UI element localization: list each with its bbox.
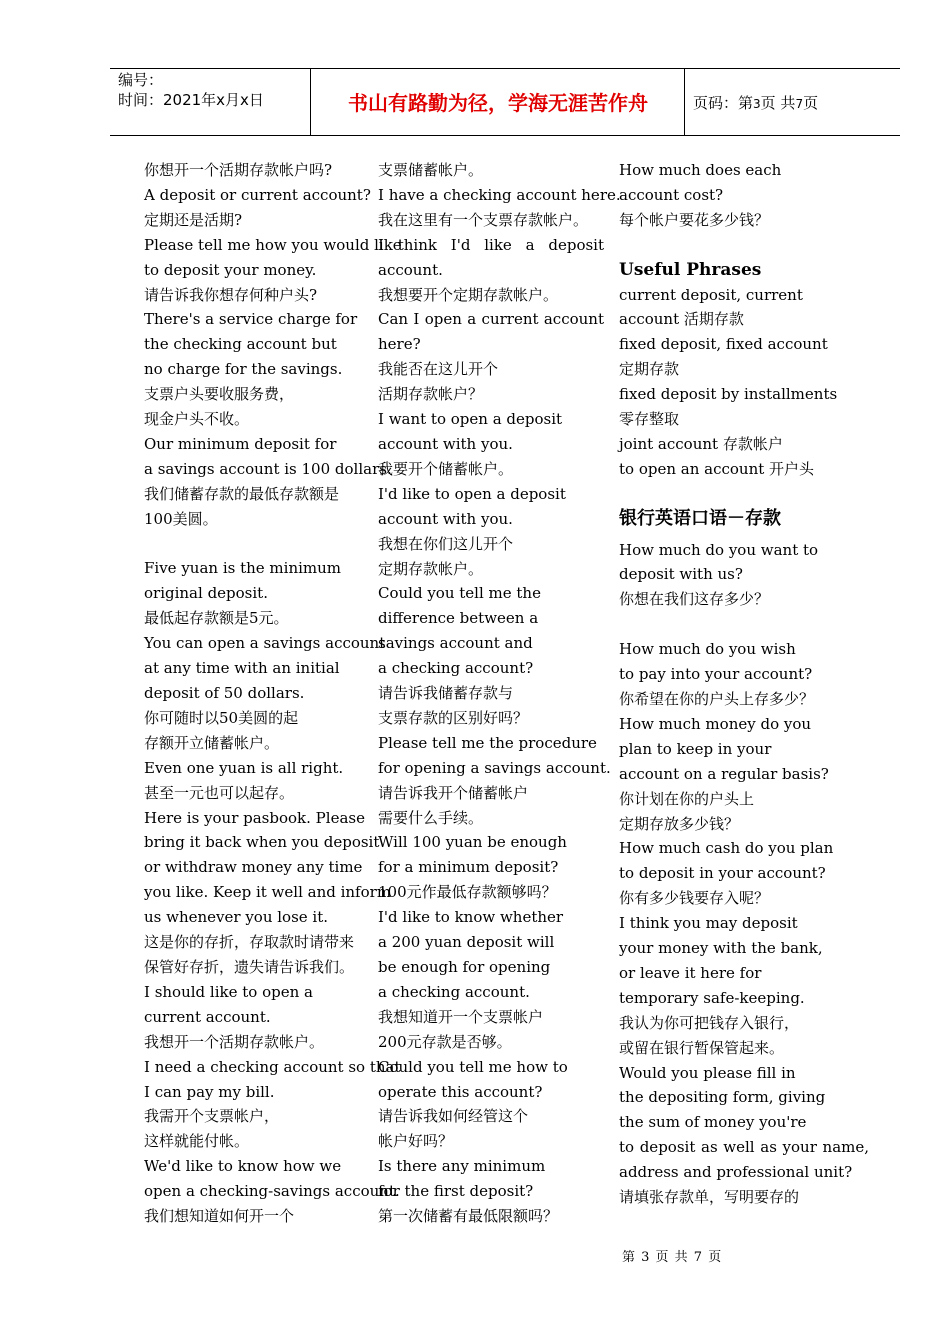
text-line: original deposit.: [144, 584, 268, 603]
text-line: How much do you want to: [619, 540, 819, 559]
text-line: account cost?: [619, 185, 724, 204]
page-footer: 第 3 页 共 7 页: [622, 1250, 723, 1265]
text-line: 活期存款帐户？: [378, 385, 484, 404]
text-line: Could you tell me how to: [378, 1057, 568, 1076]
text-line: [619, 612, 869, 637]
text-line: I have a checking account here.: [378, 185, 621, 204]
text-line: 请填张存款单，写明要存的: [619, 1188, 800, 1207]
text-line: How much does each: [619, 161, 782, 179]
text-line: 现金户头不收。: [144, 410, 250, 429]
text-line: Is there any minimum: [378, 1157, 546, 1176]
text-line: 支票存款的区别好吗？: [378, 708, 529, 727]
text-line: 定期存款: [619, 360, 680, 379]
text-line: 你想在我们这存多少？: [619, 590, 770, 609]
text-line: I'd like to open a deposit: [378, 484, 566, 503]
text-line: We'd like to know how we: [144, 1157, 342, 1176]
text-line: Our minimum deposit for: [144, 434, 337, 453]
text-line: account.: [378, 260, 443, 279]
text-line: How much money do you: [619, 714, 812, 733]
text-line: to open an account 开户头: [619, 459, 815, 478]
text-line: 我想要开个定期存款帐户。: [378, 285, 559, 304]
text-column-2: [378, 158, 621, 1229]
text-line: Even one yuan is all right.: [144, 758, 344, 777]
text-line: 请告诉我你想存何种户头?: [144, 285, 318, 304]
page-total: 7: [795, 97, 804, 111]
text-column-1: [144, 158, 402, 1229]
text-line: 这样就能付帐。: [144, 1132, 250, 1151]
text-line: Please tell me how you would like: [144, 235, 402, 254]
text-line: fixed deposit by installments: [619, 385, 838, 404]
text-line: 我想开一个活期存款帐户。: [144, 1032, 325, 1051]
section-heading: 银行英语口语－存款: [619, 507, 781, 529]
header-motto: 书山有路勤为径，学海无涯苦作舟: [348, 91, 648, 115]
text-line: joint account 存款帐户: [619, 434, 783, 453]
text-line: I'd like to know whether: [378, 908, 564, 927]
text-line: 你可随时以50美圆的起: [144, 708, 299, 727]
text-line: 定期还是活期?: [144, 210, 243, 229]
text-line: a 200 yuan deposit will: [378, 933, 555, 952]
text-line: Five yuan is the minimum: [144, 559, 342, 578]
text-line: no charge for the savings.: [144, 360, 343, 379]
text-line: you like. Keep it well and inform: [144, 883, 392, 902]
text-line: difference between a: [378, 609, 539, 628]
text-line: account with you.: [378, 509, 513, 528]
text-line: Could you tell me the: [378, 584, 541, 603]
column-3-body: [619, 538, 869, 1210]
text-line: the sum of money you're: [619, 1113, 807, 1132]
text-line: [144, 532, 380, 557]
header-bottom-rule: [110, 135, 900, 136]
text-line: 支票户头要收服务费，: [144, 385, 295, 404]
text-line: I think you may deposit: [619, 914, 798, 933]
text-line: us whenever you lose it.: [144, 908, 329, 927]
text-line: 我要开个储蓄帐户。: [378, 459, 514, 478]
text-line: Here is your pasbook. Please: [144, 808, 365, 827]
text-line: savings account and: [378, 634, 533, 653]
text-line: current account.: [144, 1007, 271, 1026]
text-line: deposit of 50 dollars.: [144, 684, 305, 703]
text-line: for the first deposit?: [378, 1182, 534, 1201]
text-line: I want to open a deposit: [378, 410, 563, 429]
text-line: 我想在你们这儿开个: [378, 534, 514, 553]
page-number: 3: [753, 97, 761, 111]
text-line: 每个帐户要花多少钱？: [619, 210, 770, 229]
text-line: How much cash do you plan: [619, 839, 834, 858]
text-line: I think I'd like a deposit: [378, 235, 604, 254]
text-line: to deposit your money.: [144, 260, 317, 279]
text-line: deposit with us?: [619, 565, 743, 584]
header-page-indicator: 页码：第3页 共7页: [693, 94, 819, 112]
text-line: a checking account.: [378, 982, 530, 1001]
text-line: I can pay my bill.: [144, 1082, 275, 1101]
text-line: 保管好存折，遗失请告诉我们。: [144, 957, 355, 976]
text-line: at any time with an initial: [144, 659, 340, 678]
text-line: Would you please fill in: [619, 1063, 796, 1082]
text-line: 定期存款帐户。: [378, 559, 484, 578]
text-line: 需要什么手续。: [378, 808, 484, 827]
text-column-3: [619, 158, 869, 1210]
header-top-rule: [110, 68, 900, 69]
text-line: a checking account?: [378, 659, 534, 678]
text-line: 200元存款是否够。: [378, 1032, 512, 1051]
text-line: 零存整取: [619, 410, 680, 429]
text-line: 帐户好吗？: [378, 1132, 454, 1151]
text-line: 我们想知道如何开一个: [144, 1207, 295, 1226]
text-line: A deposit or current account?: [144, 185, 371, 204]
document-date: 时间：2021年x月x日: [118, 91, 264, 109]
text-line: be enough for opening: [378, 958, 551, 976]
text-line: 第一次储蓄有最低限额吗？: [378, 1207, 559, 1226]
text-line: I need a checking account so that: [144, 1057, 401, 1076]
text-line: Can I open a current account: [378, 310, 604, 329]
text-line: your money with the bank,: [619, 939, 823, 958]
text-line: for opening a savings account.: [378, 758, 611, 777]
text-line: I should like to open a: [144, 982, 313, 1001]
text-line: 请告诉我开个储蓄帐户: [378, 783, 529, 802]
text-line: the depositing form, giving: [619, 1088, 826, 1107]
text-line: 这是你的存折，存取款时请带来: [144, 933, 355, 952]
column-3-intro: [619, 158, 869, 233]
text-line: open a checking-savings account.: [144, 1182, 400, 1201]
text-line: How much do you wish: [619, 640, 796, 659]
text-line: Please tell me the procedure: [378, 733, 597, 752]
text-line: to pay into your account?: [619, 665, 813, 684]
text-line: 你有多少钱要存入呢？: [619, 889, 770, 908]
text-line: temporary safe-keeping.: [619, 988, 805, 1007]
header-divider-right: [684, 68, 685, 136]
text-line: 100美圆。: [144, 509, 218, 528]
text-line: for a minimum deposit?: [378, 858, 559, 877]
text-line: There's a service charge for: [144, 310, 358, 329]
text-line: 定期存放多少钱？: [619, 814, 740, 833]
text-line: to deposit as well as your name,: [619, 1138, 869, 1157]
text-line: or withdraw money any time: [144, 858, 363, 877]
text-line: account 活期存款: [619, 310, 744, 329]
text-line: account with you.: [378, 434, 513, 453]
text-line: 请告诉我如何经管这个: [378, 1107, 529, 1126]
text-line: account on a regular basis?: [619, 764, 829, 783]
text-line: 支票储蓄帐户。: [378, 161, 484, 179]
text-line: or leave it here for: [619, 963, 762, 982]
text-line: the checking account but: [144, 335, 337, 354]
document-number: 编号：: [118, 71, 164, 89]
text-line: to deposit in your account?: [619, 864, 826, 883]
text-line: 我能否在这儿开个: [378, 360, 499, 379]
text-line: 我在这里有一个支票存款帐户。: [378, 210, 589, 229]
header-divider-left: [310, 68, 311, 136]
text-line: 100元作最低存款额够吗？: [378, 883, 557, 902]
text-line: You can open a savings account: [144, 634, 386, 653]
text-line: 我想知道开一个支票帐户: [378, 1007, 544, 1026]
text-line: address and professional unit?: [619, 1163, 853, 1182]
text-line: bring it back when you deposit: [144, 833, 380, 852]
text-line: 最低起存款额是5元。: [144, 609, 289, 628]
header-info: [118, 70, 264, 110]
text-line: 我认为你可把钱存入银行，: [619, 1013, 800, 1032]
text-line: fixed deposit, fixed account: [619, 335, 828, 354]
text-line: 甚至一元也可以起存。: [144, 783, 295, 802]
text-line: 我需开个支票帐户，: [144, 1107, 280, 1126]
text-line: 你想开一个活期存款帐户吗?: [144, 161, 333, 179]
useful-phrases-list: [619, 283, 869, 482]
useful-phrases-heading: Useful Phrases: [619, 259, 762, 280]
text-line: 或留在银行暂保管起来。: [619, 1038, 785, 1057]
text-line: operate this account?: [378, 1082, 543, 1101]
text-line: here?: [378, 335, 421, 354]
text-line: Will 100 yuan be enough: [378, 833, 567, 852]
text-line: current deposit, current: [619, 285, 803, 304]
text-line: 你希望在你的户头上存多少？: [619, 689, 815, 708]
text-line: 我们储蓄存款的最低存款额是: [144, 484, 340, 503]
text-line: 你计划在你的户头上: [619, 789, 755, 808]
text-line: plan to keep in your: [619, 739, 772, 758]
text-line: 请告诉我储蓄存款与: [378, 684, 514, 703]
text-line: 存额开立储蓄帐户。: [144, 733, 280, 752]
text-line: a savings account is 100 dollars.: [144, 459, 392, 478]
